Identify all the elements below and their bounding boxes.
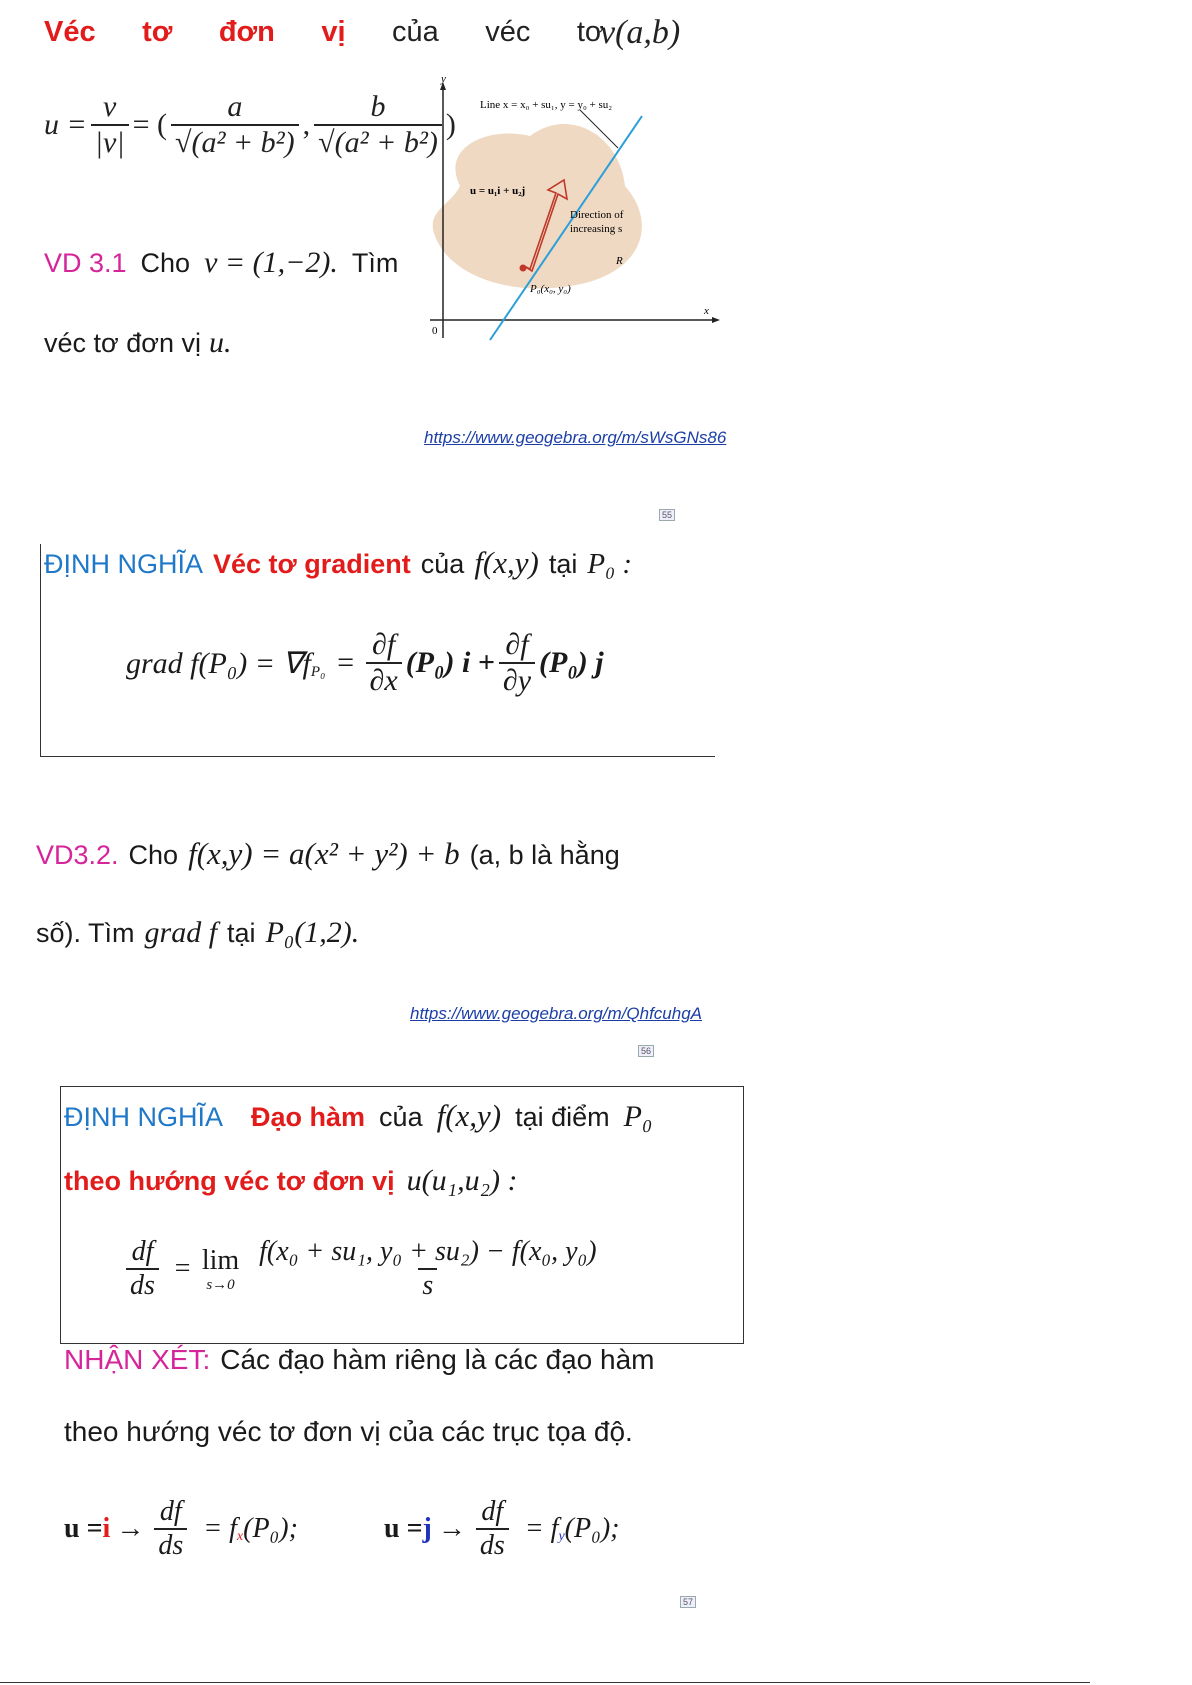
- title-word: tơ: [142, 16, 173, 48]
- definition-derivative-heading: ĐỊNH NGHĨA Đạo hàm của f(x,y) tại điểm P₀: [64, 1098, 653, 1133]
- definition-label: ĐỊNH NGHĨA: [44, 549, 204, 579]
- title-word: của: [392, 16, 439, 48]
- v-over-norm: $\frac{v}{|v|}$: [91, 90, 129, 160]
- title-word: Véc: [44, 16, 96, 48]
- page-number: 55: [659, 509, 675, 521]
- formula-u-left: u =: [44, 108, 87, 141]
- definition-term: Đạo hàm: [251, 1102, 366, 1132]
- remark-formula-x: u = i → $\frac{df}{ds}$ = f $_x$ (P₀);: [64, 1496, 298, 1561]
- df-ds: $\frac{df}{ds}$: [126, 1236, 159, 1302]
- component-b: $\frac{b}{\text{√(a² + b²)}}$: [314, 90, 442, 160]
- remark-formula-y: u = j → $\frac{df}{ds}$ = f $_y$ (P₀);: [384, 1496, 620, 1561]
- definition-label: ĐỊNH NGHĨA: [64, 1102, 224, 1132]
- example-3-2-line2: số). Tìm grad f tại P₀(1,2).: [36, 916, 360, 949]
- df-ds: $\frac{df}{ds}$: [476, 1496, 509, 1562]
- partial-x: $\frac{\partial f}{\partial x}$: [366, 628, 402, 698]
- example-text: Tìm: [351, 248, 399, 278]
- point-label: P₀(x₀, y₀): [530, 283, 571, 295]
- point-p0: [520, 265, 527, 272]
- example-text: Cho: [140, 248, 191, 278]
- difference-quotient: $\frac{\text{f(x₀ + su₁, y₀ + su₂) − f(x₀, y₀)}}{s}$: [259, 1236, 597, 1301]
- df-ds: $\frac{df}{ds}$: [154, 1496, 187, 1562]
- component-a: $\frac{a}{\text{√(a² + b²)}}$: [171, 90, 299, 160]
- title-word: tơ: [576, 16, 604, 48]
- example-vector: v = (1,−2).: [204, 246, 338, 279]
- directional-figure: [420, 76, 720, 346]
- gradient-formula: grad f(P₀) = ∇f $_{P_0}$ = $\frac{\partial f}{\partial x}$ (P₀) i + $\frac{\partial f}{\partial y}$ (P₀) j: [126, 628, 604, 697]
- definition-gradient-heading: ĐỊNH NGHĨA Véc tơ gradient của f(x,y) tại P₀ :: [44, 545, 633, 580]
- title-word: véc: [485, 16, 531, 48]
- definition-term: Véc tơ gradient: [213, 549, 411, 579]
- geogebra-link-1[interactable]: https://www.geogebra.org/m/sWsGNs86: [424, 428, 727, 447]
- unit-vector-title: [44, 16, 604, 49]
- directional-derivative-formula: $\frac{df}{ds}$ = lim s→0 $\frac{\text{f(x₀ + su₁, y₀ + su₂) − f(x₀, y₀)}}{s}$: [122, 1236, 605, 1302]
- title-word: vị: [321, 16, 346, 48]
- remark-line2: theo hướng véc tơ đơn vị của các trục tọa độ.: [64, 1416, 633, 1447]
- example-3-2: VD3.2. Cho f(x,y) = a(x² + y²) + b (a, b là hằng: [36, 836, 620, 871]
- origin-label: 0: [432, 325, 438, 337]
- x-axis-arrow: [712, 317, 720, 323]
- direction-label: Direction of: [570, 209, 624, 221]
- geogebra-link-2[interactable]: https://www.geogebra.org/m/QhfcuhgA: [410, 1004, 702, 1023]
- direction-label: increasing s: [570, 223, 623, 235]
- limit: lim s→0: [201, 1244, 240, 1293]
- example-line2: véc tơ đơn vị u.: [44, 326, 232, 359]
- definition-derivative-line2: theo hướng véc tơ đơn vị u(u₁,u₂) :: [64, 1164, 518, 1197]
- y-axis-label: y: [441, 76, 446, 85]
- bottom-rule: [0, 1682, 1090, 1683]
- title-word: đơn: [218, 16, 275, 48]
- page-number: 56: [638, 1045, 654, 1057]
- unit-vector-formula: u = $\frac{v}{|v|}$ = ( $\frac{a}{\text{√(a² + b²)}}$ , $\frac{b}{\text{√(a² + b²)}}$ ): [44, 90, 456, 159]
- remark-line1: NHẬN XÉT: Các đạo hàm riêng là các đạo hàm: [64, 1344, 655, 1375]
- remark-label: NHẬN XÉT:: [64, 1344, 211, 1375]
- example-3-1: [44, 246, 398, 280]
- region-r: [433, 124, 642, 289]
- partial-y: $\frac{\partial f}{\partial y}$: [499, 628, 535, 698]
- title-vector: v(a,b): [600, 14, 681, 51]
- page-number: 57: [680, 1596, 696, 1608]
- example-label: VD3.2.: [36, 840, 119, 870]
- u-label: u = u₁i + u₂j: [470, 185, 526, 197]
- line-label: Line x = x₀ + su₁, y = y₀ + su₂: [480, 99, 613, 111]
- x-axis-label: x: [704, 305, 709, 317]
- region-label: R: [616, 255, 623, 267]
- example-label: VD 3.1: [44, 248, 127, 278]
